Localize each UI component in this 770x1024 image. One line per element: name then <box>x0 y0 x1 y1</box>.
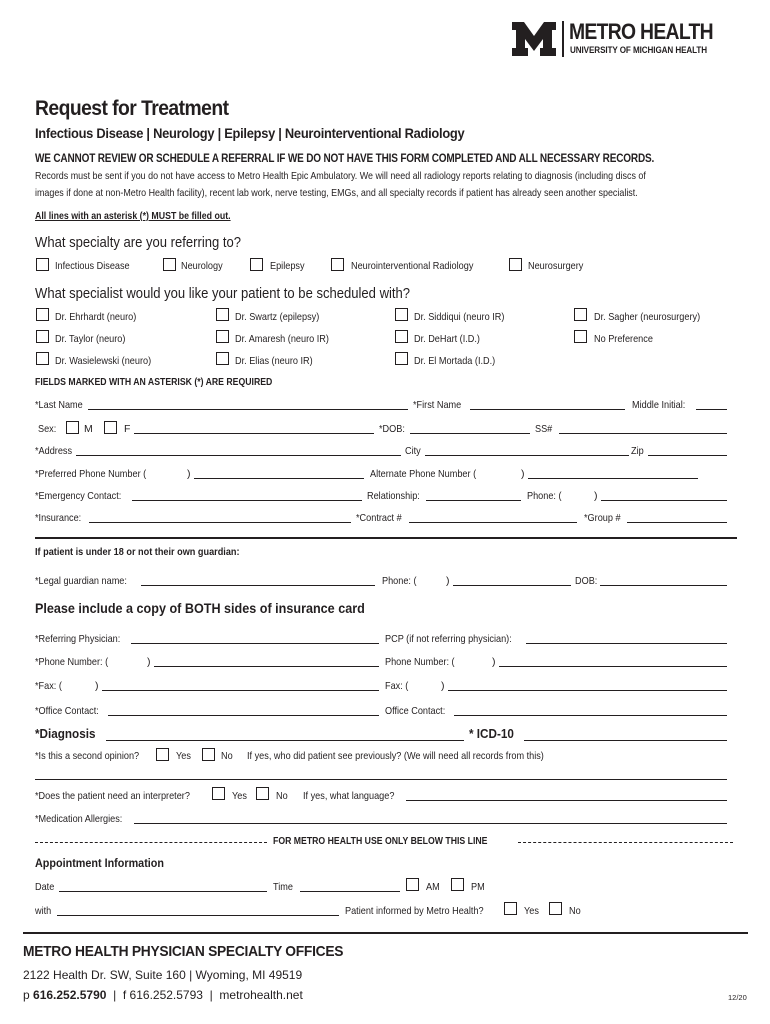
section-divider <box>35 537 737 539</box>
checkbox-neurology[interactable] <box>163 258 176 271</box>
paren-close: ) <box>594 490 598 502</box>
pcp-office-contact-field[interactable] <box>454 715 727 716</box>
checkbox-dr-sagher[interactable] <box>574 308 587 321</box>
language-field[interactable] <box>406 800 727 801</box>
pcp-fax-field[interactable] <box>448 690 727 691</box>
checkbox-infectious-disease[interactable] <box>36 258 49 271</box>
footer-fax-web: | f 616.252.5793 | metrohealth.net <box>106 988 303 1002</box>
checkbox-dr-el-mortada[interactable] <box>395 352 408 365</box>
option-label: Dr. Taylor (neuro) <box>55 333 126 345</box>
pcp-office-contact-label: Office Contact: <box>385 705 446 717</box>
checkbox-dr-ehrhardt[interactable] <box>36 308 49 321</box>
sex-label: Sex: <box>38 423 57 435</box>
preferred-phone-label: *Preferred Phone Number ( <box>35 468 147 480</box>
option-label: Dr. Swartz (epilepsy) <box>235 311 320 323</box>
footer-phone: 616.252.5790 <box>33 988 107 1002</box>
block-m-icon <box>512 22 556 56</box>
specialist-question: What specialist would you like your patient to be scheduled with? <box>35 286 411 302</box>
option-label: Dr. Elias (neuro IR) <box>235 355 313 367</box>
checkbox-dr-siddiqui[interactable] <box>395 308 408 321</box>
office-use-dash-left <box>35 842 267 843</box>
footer-heading: METRO HEALTH PHYSICIAN SPECIALTY OFFICES <box>23 943 344 960</box>
yes-label: Yes <box>176 750 191 762</box>
referring-physician-field[interactable] <box>131 643 379 644</box>
emergency-field[interactable] <box>132 500 362 501</box>
checkbox-dr-wasielewski[interactable] <box>36 352 49 365</box>
checkbox-dr-dehart[interactable] <box>395 330 408 343</box>
dob-field[interactable] <box>410 433 530 434</box>
no-label: No <box>221 750 233 762</box>
language-label: If yes, what language? <box>303 790 395 802</box>
referring-physician-label: *Referring Physician: <box>35 633 121 645</box>
option-label: Dr. DeHart (I.D.) <box>414 333 480 345</box>
appointment-heading: Appointment Information <box>35 856 164 870</box>
icd-field[interactable] <box>524 740 727 741</box>
allergies-field[interactable] <box>134 823 727 824</box>
appointment-date-label: Date <box>35 881 55 893</box>
paren-close: ) <box>187 468 191 480</box>
footer-divider <box>23 932 748 934</box>
appointment-date-field[interactable] <box>59 891 267 892</box>
pcp-fax-label: Fax: ( <box>385 680 409 692</box>
option-label: Epilepsy <box>270 260 305 272</box>
allergies-label: *Medication Allergies: <box>35 813 123 825</box>
first-name-field[interactable] <box>470 409 625 410</box>
appointment-with-field[interactable] <box>57 915 339 916</box>
informed-yes-checkbox[interactable] <box>504 902 517 915</box>
footer-address: 2122 Health Dr. SW, Suite 160 | Wyoming, MI 49519 <box>23 968 303 982</box>
informed-no-checkbox[interactable] <box>549 902 562 915</box>
middle-initial-field[interactable] <box>696 409 727 410</box>
city-field[interactable] <box>425 455 629 456</box>
paren-close: ) <box>441 680 445 692</box>
pcp-label: PCP (if not referring physician): <box>385 633 512 645</box>
office-use-label: FOR METRO HEALTH USE ONLY BELOW THIS LINE <box>273 836 488 847</box>
no-label: No <box>276 790 288 802</box>
address-field[interactable] <box>76 455 401 456</box>
middle-initial-label: Middle Initial: <box>632 399 686 411</box>
referring-phone-label: *Phone Number: ( <box>35 656 109 668</box>
appointment-time-field[interactable] <box>300 891 400 892</box>
diagnosis-field[interactable] <box>106 740 464 741</box>
yes-label: Yes <box>524 905 539 917</box>
option-label: Neurointerventional Radiology <box>351 260 474 272</box>
guardian-phone-label: Phone: ( <box>382 575 417 587</box>
sex-field[interactable] <box>134 433 374 434</box>
option-label: Dr. Siddiqui (neuro IR) <box>414 311 505 323</box>
interpreter-yes-checkbox[interactable] <box>212 787 225 800</box>
paren-close: ) <box>492 656 496 668</box>
instructions-line-2: images if done at non-Metro Health facility), recent lab work, nerve testing, EMGs, and all specialty records if patient has already seen another specialist. <box>35 187 638 199</box>
emergency-label: *Emergency Contact: <box>35 490 122 502</box>
sex-f-label: F <box>124 423 131 435</box>
checkbox-epilepsy[interactable] <box>250 258 263 271</box>
first-name-label: *First Name <box>413 399 462 411</box>
option-label: Infectious Disease <box>55 260 130 272</box>
ssn-field[interactable] <box>559 433 727 434</box>
specialty-question: What specialty are you referring to? <box>35 235 242 251</box>
patient-informed-label: Patient informed by Metro Health? <box>345 905 484 917</box>
sex-f-checkbox[interactable] <box>104 421 117 434</box>
paren-close: ) <box>446 575 450 587</box>
checkbox-dr-swartz[interactable] <box>216 308 229 321</box>
emergency-phone-field[interactable] <box>601 500 727 501</box>
paren-close: ) <box>147 656 151 668</box>
relationship-label: Relationship: <box>367 490 420 502</box>
pcp-phone-label: Phone Number: ( <box>385 656 455 668</box>
second-opinion-followup: If yes, who did patient see previously? (We will need all records from this) <box>247 750 544 762</box>
interpreter-label: *Does the patient need an interpreter? <box>35 790 190 802</box>
address-label: *Address <box>35 445 73 457</box>
logo-name: METRO HEALTH <box>569 19 713 44</box>
alt-phone-field[interactable] <box>528 478 698 479</box>
yes-label: Yes <box>232 790 247 802</box>
checkbox-dr-amaresh[interactable] <box>216 330 229 343</box>
contract-field[interactable] <box>409 522 577 523</box>
pcp-field[interactable] <box>526 643 727 644</box>
referring-fax-label: *Fax: ( <box>35 680 62 692</box>
sex-m-label: M <box>84 423 93 435</box>
zip-field[interactable] <box>648 455 727 456</box>
revision-date: 12/20 <box>728 993 747 1002</box>
checkbox-dr-taylor[interactable] <box>36 330 49 343</box>
page-subtitle: Infectious Disease | Neurology | Epilepsy | Neurointerventional Radiology <box>35 125 465 141</box>
appointment-with-label: with <box>35 905 52 917</box>
page-title: Request for Treatment <box>35 97 229 120</box>
checkbox-dr-elias[interactable] <box>216 352 229 365</box>
guardian-dob-field[interactable] <box>600 585 727 586</box>
diagnosis-label: *Diagnosis <box>35 726 96 741</box>
dob-label: *DOB: <box>379 423 405 435</box>
guardian-phone-field[interactable] <box>453 585 571 586</box>
referring-fax-field[interactable] <box>102 690 379 691</box>
group-field[interactable] <box>627 522 727 523</box>
second-opinion-field[interactable] <box>35 779 727 780</box>
no-label: No <box>569 905 581 917</box>
option-label: Dr. Wasielewski (neuro) <box>55 355 152 367</box>
option-label: Neurology <box>181 260 223 272</box>
last-name-label: *Last Name <box>35 399 83 411</box>
alt-phone-label: Alternate Phone Number ( <box>370 468 477 480</box>
option-label: Dr. Sagher (neurosurgery) <box>594 311 701 323</box>
option-label: Dr. El Mortada (I.D.) <box>414 355 496 367</box>
office-contact-label: *Office Contact: <box>35 705 99 717</box>
required-note: FIELDS MARKED WITH AN ASTERISK (*) ARE REQUIRED <box>35 377 273 388</box>
option-label: Dr. Amaresh (neuro IR) <box>235 333 329 345</box>
guardian-heading: If patient is under 18 or not their own guardian: <box>35 546 240 558</box>
guardian-name-field[interactable] <box>141 585 375 586</box>
warning-text: WE CANNOT REVIEW OR SCHEDULE A REFERRAL IF WE DO NOT HAVE THIS FORM COMPLETED AND ALL NECESSARY RECORDS. <box>35 153 655 165</box>
second-opinion-no-checkbox[interactable] <box>202 748 215 761</box>
second-opinion-label: *Is this a second opinion? <box>35 750 140 762</box>
contract-label: *Contract # <box>356 512 402 524</box>
office-contact-field[interactable] <box>108 715 379 716</box>
insurance-card-heading: Please include a copy of BOTH sides of insurance card <box>35 600 365 616</box>
preferred-phone-field[interactable] <box>194 478 364 479</box>
pcp-phone-field[interactable] <box>499 666 727 667</box>
guardian-dob-label: DOB: <box>575 575 598 587</box>
footer-contact <box>23 988 303 1002</box>
referring-phone-field[interactable] <box>154 666 379 667</box>
checkbox-neurointerventional-radiology[interactable] <box>331 258 344 271</box>
insurance-label: *Insurance: <box>35 512 82 524</box>
office-use-dash-right <box>518 842 733 843</box>
pm-label: PM <box>471 881 485 893</box>
insurance-field[interactable] <box>89 522 351 523</box>
am-label: AM <box>426 881 440 893</box>
guardian-name-label: *Legal guardian name: <box>35 575 127 587</box>
asterisk-note: All lines with an asterisk (*) MUST be filled out. <box>35 211 231 222</box>
city-label: City <box>405 445 421 457</box>
option-label: No Preference <box>594 333 653 345</box>
option-label: Neurosurgery <box>528 260 584 272</box>
relationship-field[interactable] <box>426 500 521 501</box>
paren-close: ) <box>521 468 525 480</box>
last-name-field[interactable] <box>88 409 408 410</box>
second-opinion-yes-checkbox[interactable] <box>156 748 169 761</box>
checkbox-neurosurgery[interactable] <box>509 258 522 271</box>
paren-close: ) <box>95 680 99 692</box>
sex-m-checkbox[interactable] <box>66 421 79 434</box>
footer-phone-prefix: p <box>23 988 34 1002</box>
am-checkbox[interactable] <box>406 878 419 891</box>
logo-subtitle: UNIVERSITY OF MICHIGAN HEALTH <box>570 45 708 55</box>
checkbox-no-preference[interactable] <box>574 330 587 343</box>
option-label: Dr. Ehrhardt (neuro) <box>55 311 137 323</box>
emergency-phone-label: Phone: ( <box>527 490 562 502</box>
interpreter-no-checkbox[interactable] <box>256 787 269 800</box>
pm-checkbox[interactable] <box>451 878 464 891</box>
ssn-label: SS# <box>535 423 553 435</box>
group-label: *Group # <box>584 512 621 524</box>
zip-label: Zip <box>631 445 644 457</box>
icd-label: * ICD-10 <box>469 726 514 741</box>
appointment-time-label: Time <box>273 881 293 893</box>
instructions-line-1: Records must be sent if you do not have access to Metro Health Epic Ambulatory. We will need all radiology reports relating to diagnosis (including discs of <box>35 170 646 182</box>
